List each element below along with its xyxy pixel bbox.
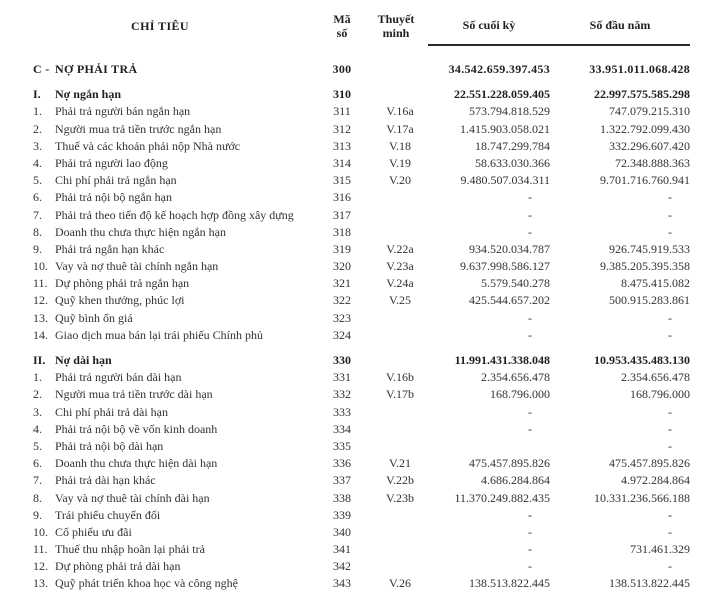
row-begin-value: - [668,327,672,342]
row-begin-value: 747.079.215.310 [609,104,690,119]
row-begin-value: - [668,207,672,222]
row-begin-value: - [668,421,672,436]
row-begin-value: 10.331.236.566.188 [594,490,690,505]
row-number: 2. [33,387,42,402]
row-code: 343 [333,576,351,591]
table-row [0,207,690,224]
row-begin-value: - [668,224,672,239]
header-code [320,6,364,46]
row-label: Phải trả người bán dài hạn [55,370,182,385]
row-number: 11. [33,542,48,557]
row-note [364,352,428,369]
header-end-period: Số cuối kỳ [428,6,550,46]
table-row [0,155,690,172]
row-end-value: 934.520.034.787 [469,241,550,256]
row-note [364,438,428,455]
row-end-value: - [528,190,532,205]
row-number: 1. [33,370,42,385]
row-code: 339 [333,507,351,522]
header-notes-line1: Thuyết [377,12,415,26]
row-label: Phải trả ngắn hạn khác [55,241,165,256]
row-number: 10. [33,259,48,274]
row-number: 12. [33,559,48,574]
row-note: V.20 [388,173,412,188]
row-number: 7. [33,207,42,222]
row-label: Người mua trả tiền trước dài hạn [55,387,213,402]
table-row [0,558,690,575]
row-begin-value: 138.513.822.445 [609,576,690,591]
row-label: Thuế và các khoản phải nộp Nhà nước [55,138,241,153]
table-header [0,6,690,46]
row-begin-value: 731.461.329 [630,542,690,557]
row-code: 323 [333,310,351,325]
row-label: Quỹ khen thưởng, phúc lợi [55,293,185,308]
table-row [0,86,690,103]
table-row [0,310,690,327]
table-row [0,327,690,344]
row-code: 321 [333,276,351,291]
row-number: 8. [33,224,42,239]
table-row [0,524,690,541]
row-label: Nợ dài hạn [55,353,112,367]
table-row [0,103,690,120]
table-row [0,61,690,78]
row-note [364,327,428,344]
header-notes-line2: minh [382,26,410,40]
row-end-value: 4.686.284.864 [481,473,550,488]
row-label: Doanh thu chưa thực hiện dài hạn [55,456,218,471]
table-row [0,472,690,489]
row-begin-value: - [668,404,672,419]
row-begin-value: 332.296.607.420 [609,138,690,153]
row-code: 341 [333,542,351,557]
row-begin-value: 9.701.716.760.941 [600,173,690,188]
row-number: 14. [33,327,48,342]
row-end-value: - [528,542,532,557]
row-end-value: 18.747.299.784 [475,138,550,153]
row-note: V.26 [388,576,412,591]
row-label: Giao dịch mua bán lại trái phiếu Chính phủ [55,327,263,342]
row-note [364,189,428,206]
header-code-line2: số [336,26,348,40]
row-begin-value: 1.322.792.099.430 [600,121,690,136]
row-note: V.22a [386,241,414,256]
row-code: 324 [333,327,351,342]
row-end-value: - [528,327,532,342]
row-number: 1. [33,104,42,119]
row-code: 312 [333,121,351,136]
row-end-value: - [528,559,532,574]
row-end-value: 475.457.895.826 [469,456,550,471]
row-code: 336 [333,456,351,471]
table-row [0,369,690,386]
row-note: V.17b [385,387,415,402]
row-begin-value: 22.997.575.585.298 [594,87,690,102]
table-row [0,455,690,472]
row-code: 330 [333,353,351,367]
row-begin-value: - [668,524,672,539]
row-number: 9. [33,241,42,256]
table-row [0,404,690,421]
row-note: V.16b [385,370,415,385]
row-note: V.17a [386,121,414,136]
row-code: 322 [333,293,351,308]
row-number: C - [33,62,50,76]
table-row [0,172,690,189]
row-code: 315 [333,173,351,188]
row-end-value: - [528,224,532,239]
row-code: 313 [333,138,351,153]
row-label: Dự phòng phải trả dài hạn [55,559,181,574]
row-end-value: 9.637.998.586.127 [460,259,550,274]
row-code: 317 [333,207,351,222]
row-label: Phải trả người lao động [55,155,168,170]
row-code: 340 [333,524,351,539]
row-label: NỢ PHẢI TRẢ [55,62,138,76]
row-label: Người mua trả tiền trước ngắn hạn [55,121,222,136]
row-end-value: 5.579.540.278 [481,276,550,291]
row-number: I. [33,87,41,102]
row-number: 13. [33,310,48,325]
row-number: 6. [33,456,42,471]
row-end-value: 1.415.903.058.021 [460,121,550,136]
header-item: CHỈ TIÊU [131,18,189,33]
row-code: 314 [333,155,351,170]
row-end-value: - [528,310,532,325]
row-number: 2. [33,121,42,136]
row-end-value: 9.480.507.034.311 [460,173,550,188]
row-begin-value: 10.953.435.483.130 [594,353,690,367]
header-begin-year: Số đầu năm [550,6,690,46]
table-row [0,421,690,438]
row-code: 334 [333,421,351,436]
row-end-value: - [528,507,532,522]
row-end-value: 11.991.431.338.048 [454,353,550,367]
row-note: V.16a [386,104,414,119]
row-end-value: - [528,207,532,222]
row-end-value: 425.544.657.202 [469,293,550,308]
table-row [0,386,690,403]
row-note: V.25 [388,293,412,308]
row-end-value: 168.796.000 [490,387,550,402]
row-begin-value: 9.385.205.395.358 [600,259,690,274]
row-note [364,207,428,224]
row-code: 337 [333,473,351,488]
row-label: Doanh thu chưa thực hiện ngắn hạn [55,224,226,239]
row-end-value: - [528,421,532,436]
row-end-value: 34.542.659.397.453 [448,62,550,76]
table-row [0,121,690,138]
row-note [364,404,428,421]
table-row [0,275,690,292]
row-end-value: 58.633.030.366 [475,155,550,170]
row-label: Phải trả dài hạn khác [55,473,156,488]
row-note [364,541,428,558]
row-begin-value: 168.796.000 [630,387,690,402]
row-note [364,524,428,541]
row-code: 316 [333,190,351,205]
table-row [0,507,690,524]
row-code: 318 [333,224,351,239]
row-note: V.21 [388,456,412,471]
row-label: Phải trả nội bộ ngắn hạn [55,190,172,205]
row-label: Quỹ bình ổn giá [55,310,133,325]
row-number: 4. [33,155,42,170]
row-number: 8. [33,490,42,505]
row-label: Phải trả nội bộ dài hạn [55,438,164,453]
table-row [0,189,690,206]
row-begin-value: 72.348.888.363 [615,155,690,170]
row-number: 5. [33,173,42,188]
row-begin-value: 475.457.895.826 [609,456,690,471]
table-row [0,224,690,241]
row-end-value [428,438,550,455]
row-end-value: - [528,404,532,419]
row-note [364,421,428,438]
row-begin-value: 2.354.656.478 [621,370,690,385]
row-code: 342 [333,559,351,574]
row-number: 5. [33,438,42,453]
row-label: Phải trả theo tiến độ kế hoạch hợp đồng xây dựng [55,207,294,222]
row-label: Chi phí phải trả ngắn hạn [55,173,177,188]
row-number: 13. [33,576,48,591]
row-note [364,310,428,327]
row-label: Thuế thu nhập hoãn lại phải trả [55,542,205,557]
row-note [364,86,428,103]
row-code: 333 [333,404,351,419]
row-code: 331 [333,370,351,385]
row-code: 310 [333,87,351,102]
table-body [0,61,690,593]
row-note: V.23b [385,490,415,505]
row-number: II. [33,353,46,367]
row-begin-value: - [668,559,672,574]
table-row [0,490,690,507]
row-end-value: 11.370.249.882.435 [454,490,550,505]
row-number: 11. [33,276,48,291]
row-code: 338 [333,490,351,505]
row-number: 6. [33,190,42,205]
row-label: Phải trả người bán ngắn hạn [55,104,191,119]
table-row [0,292,690,309]
row-code: 320 [333,259,351,274]
header-notes [364,6,428,46]
row-code: 335 [333,438,351,453]
row-note [364,224,428,241]
row-note: V.22b [385,473,415,488]
row-label: Cổ phiếu ưu đãi [55,524,132,539]
row-note [364,61,428,78]
row-label: Nợ ngắn hạn [55,87,122,102]
row-label: Phải trả nội bộ về vốn kinh doanh [55,421,218,436]
row-end-value: 573.794.818.529 [469,104,550,119]
row-label: Chi phí phải trả dài hạn [55,404,168,419]
row-end-value: - [528,524,532,539]
row-begin-value: 33.951.011.068.428 [589,62,690,76]
table-row [0,541,690,558]
row-number: 12. [33,293,48,308]
row-label: Vay và nợ thuê tài chính dài hạn [55,490,210,505]
row-end-value: 138.513.822.445 [469,576,550,591]
table-row [0,438,690,455]
table-row [0,258,690,275]
row-code: 332 [333,387,351,402]
table-row [0,138,690,155]
row-number: 7. [33,473,42,488]
row-number: 3. [33,404,42,419]
row-begin-value: 4.972.284.864 [621,473,690,488]
row-begin-value: - [668,190,672,205]
row-number: 10. [33,524,48,539]
row-note: V.18 [388,138,412,153]
table-row [0,352,690,369]
row-label: Quỹ phát triển khoa học và công nghệ [55,576,238,591]
row-label: Vay và nợ thuê tài chính ngắn hạn [55,259,219,274]
row-begin-value: - [668,310,672,325]
row-note [364,507,428,524]
row-note: V.23a [386,259,414,274]
row-note: V.24a [386,276,414,291]
row-number: 4. [33,421,42,436]
row-number: 9. [33,507,42,522]
row-code: 311 [333,104,351,119]
row-note [364,558,428,575]
row-label: Trái phiếu chuyển đổi [55,507,161,522]
header-code-line1: Mã [333,12,351,26]
table-row [0,241,690,258]
row-begin-value: 926.745.919.533 [609,241,690,256]
row-begin-value: - [668,507,672,522]
row-end-value: 2.354.656.478 [481,370,550,385]
row-number: 3. [33,138,42,153]
row-end-value: 22.551.228.059.405 [454,87,550,102]
table-row [0,575,690,592]
row-code: 319 [333,241,351,256]
row-code: 300 [332,62,352,76]
row-begin-value: 500.915.283.861 [609,293,690,308]
row-note: V.19 [388,155,412,170]
row-begin-value: 8.475.415.082 [621,276,690,291]
row-begin-value: - [668,438,672,453]
row-label: Dự phòng phải trả ngắn hạn [55,276,190,291]
